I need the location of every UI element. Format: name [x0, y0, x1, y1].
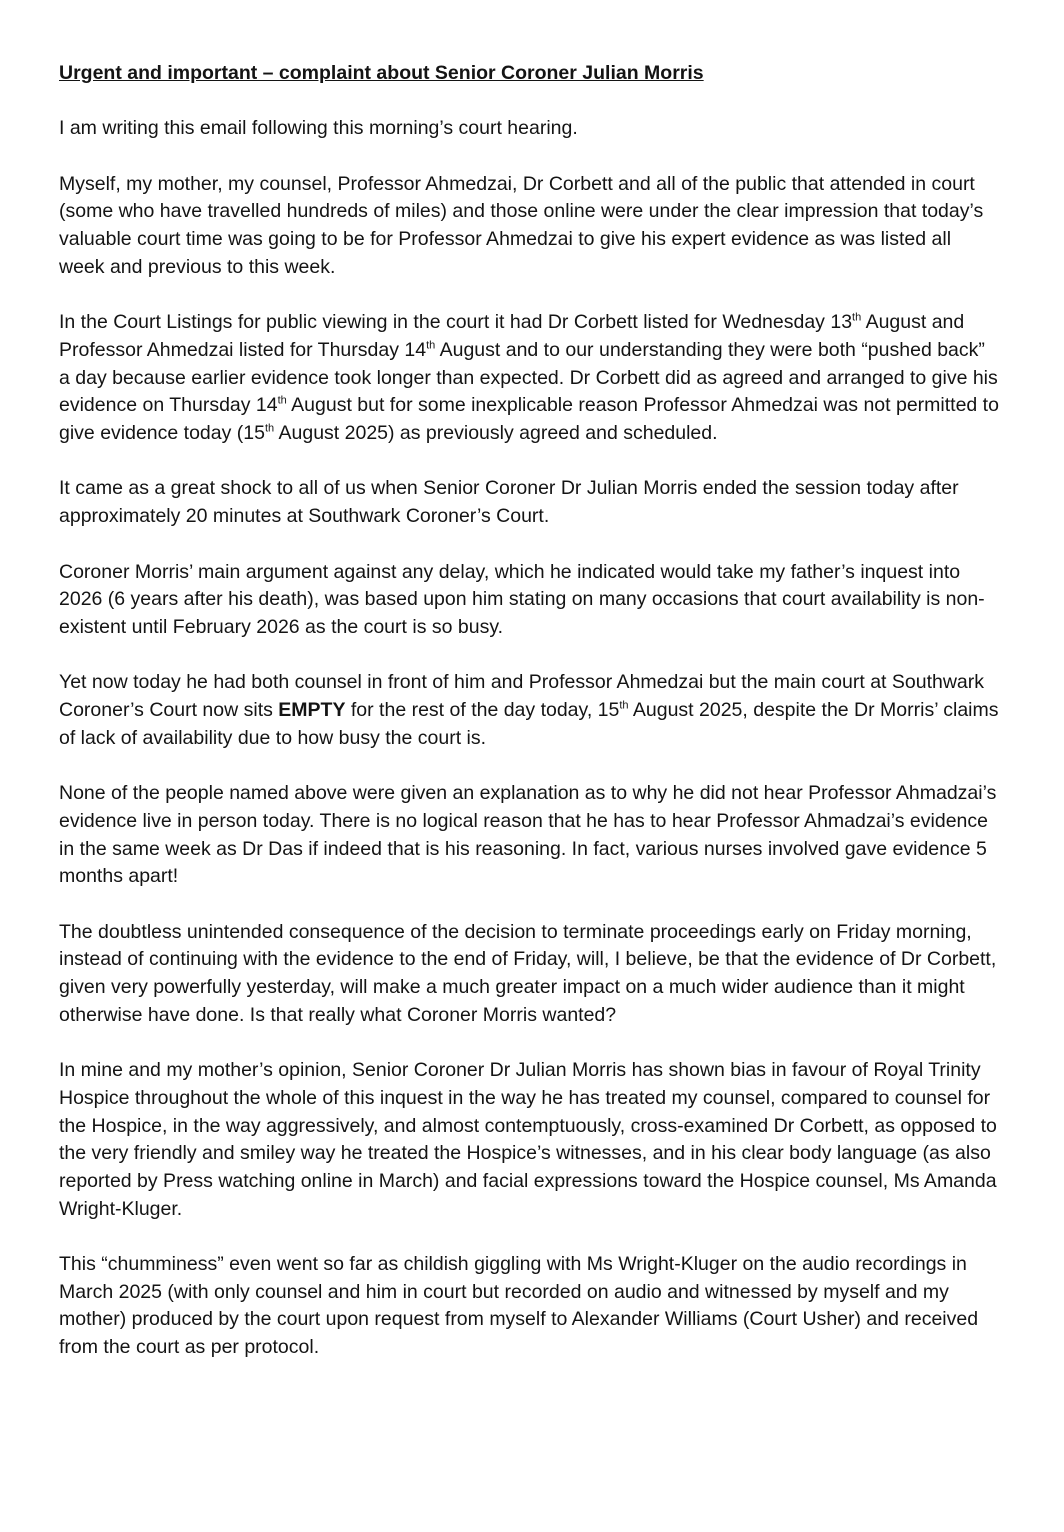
- paragraph-3-text: August and to our understanding they were both “pushed back” a day because earlier evidence took longer than expected. Dr Corbett did as agreed and arranged to give his evidence on Thursday 14: [59, 338, 998, 417]
- ordinal-suffix: th: [277, 394, 287, 407]
- ordinal-suffix: th: [426, 339, 436, 352]
- paragraph-6-text: for the rest of the day today, 15: [345, 699, 620, 722]
- ordinal-suffix: th: [619, 699, 629, 712]
- letter-body: [59, 60, 999, 1362]
- emphasis-empty: EMPTY: [278, 699, 346, 722]
- paragraph-1: I am writing this email following this morning’s court hearing.: [59, 117, 578, 140]
- paragraph-3-text: August but for some inexplicable reason Professor Ahmedzai was not permitted to give evidence today (15: [59, 394, 999, 445]
- ordinal-suffix: th: [264, 422, 275, 435]
- paragraph-3: [59, 309, 999, 448]
- paragraph-5: Coroner Morris’ main argument against any delay, which he indicated would take my father’s inquest into 2026 (6 years after his death), was based upon him stating on many occasions that court availability is non-existent until February 2026 as the court is so busy.: [59, 560, 985, 638]
- paragraph-6-text: August 2025, despite the Dr Morris’ claims of lack of availability due to how busy the court is.: [59, 699, 999, 749]
- paragraph-6-text: Yet now today he had both counsel in front of him and Professor Ahmedzai but the main court at Southwark Coroner’s Court now sits: [59, 671, 985, 722]
- paragraph-3-text: In the Court Listings for public viewing in the court it had Dr Corbett listed for Wednesday 13: [59, 311, 853, 334]
- paragraph-10: This “chumminess” even went so far as childish giggling with Ms Wright-Kluger on the audio recordings in March 2025 (with only counsel and him in court but recorded on audio and witnessed by myself and my mother) produced by the court upon request from myself to Alexander Williams (Court Usher) and received from the court as per protocol.: [59, 1253, 979, 1359]
- ordinal-suffix: th: [852, 311, 862, 324]
- letter-title: Urgent and important – complaint about Senior Coroner Julian Morris: [59, 62, 704, 84]
- paragraph-2: Myself, my mother, my counsel, Professor Ahmedzai, Dr Corbett and all of the public that attended in court (some who have travelled hundreds of miles) and those online were under the clear impression that today’s valuable court time was going to be for Professor Ahmedzai to give his expert evidence as was listed all week and previous to this week.: [59, 172, 984, 278]
- paragraph-8: The doubtless unintended consequence of the decision to terminate proceedings early on Friday morning, instead of continuing with the evidence to the end of Friday, will, I believe, be that the evidence of Dr Corbett, given very powerfully yesterday, will make a much greater impact on a much wider audience than it might otherwise have done. Is that really what Coroner Morris wanted?: [59, 920, 997, 1026]
- paragraph-7: None of the people named above were given an explanation as to why he did not hear Professor Ahmadzai’s evidence live in person today. There is no logical reason that he has to hear Professor Ahmadzai’s evidence in the same week as Dr Das if indeed that is his reasoning. In fact, various nurses involved gave evidence 5 months apart!: [59, 782, 997, 888]
- paragraph-4: It came as a great shock to all of us when Senior Coroner Dr Julian Morris ended the session today after approximately 20 minutes at Southwark Coroner’s Court.: [59, 477, 959, 528]
- paragraph-3-text: August 2025) as previously agreed and scheduled.: [274, 422, 718, 445]
- paragraph-3-text: August and Professor Ahmedzai listed for Thursday 14: [59, 311, 965, 361]
- paragraph-9: In mine and my mother’s opinion, Senior Coroner Dr Julian Morris has shown bias in favour of Royal Trinity Hospice throughout the whole of this inquest in the way he has treated my counsel, compared to counsel for the Hospice, in the way aggressively, and almost contemptuously, cross-examined Dr Corbett, as opposed to the very friendly and smiley way he treated the Hospice’s witnesses, and in his clear body language (as also reported by Press watching online in March) and facial expressions toward the Hospice counsel, Ms Amanda Wright-Kluger.: [59, 1059, 997, 1220]
- paragraph-6: [59, 669, 999, 752]
